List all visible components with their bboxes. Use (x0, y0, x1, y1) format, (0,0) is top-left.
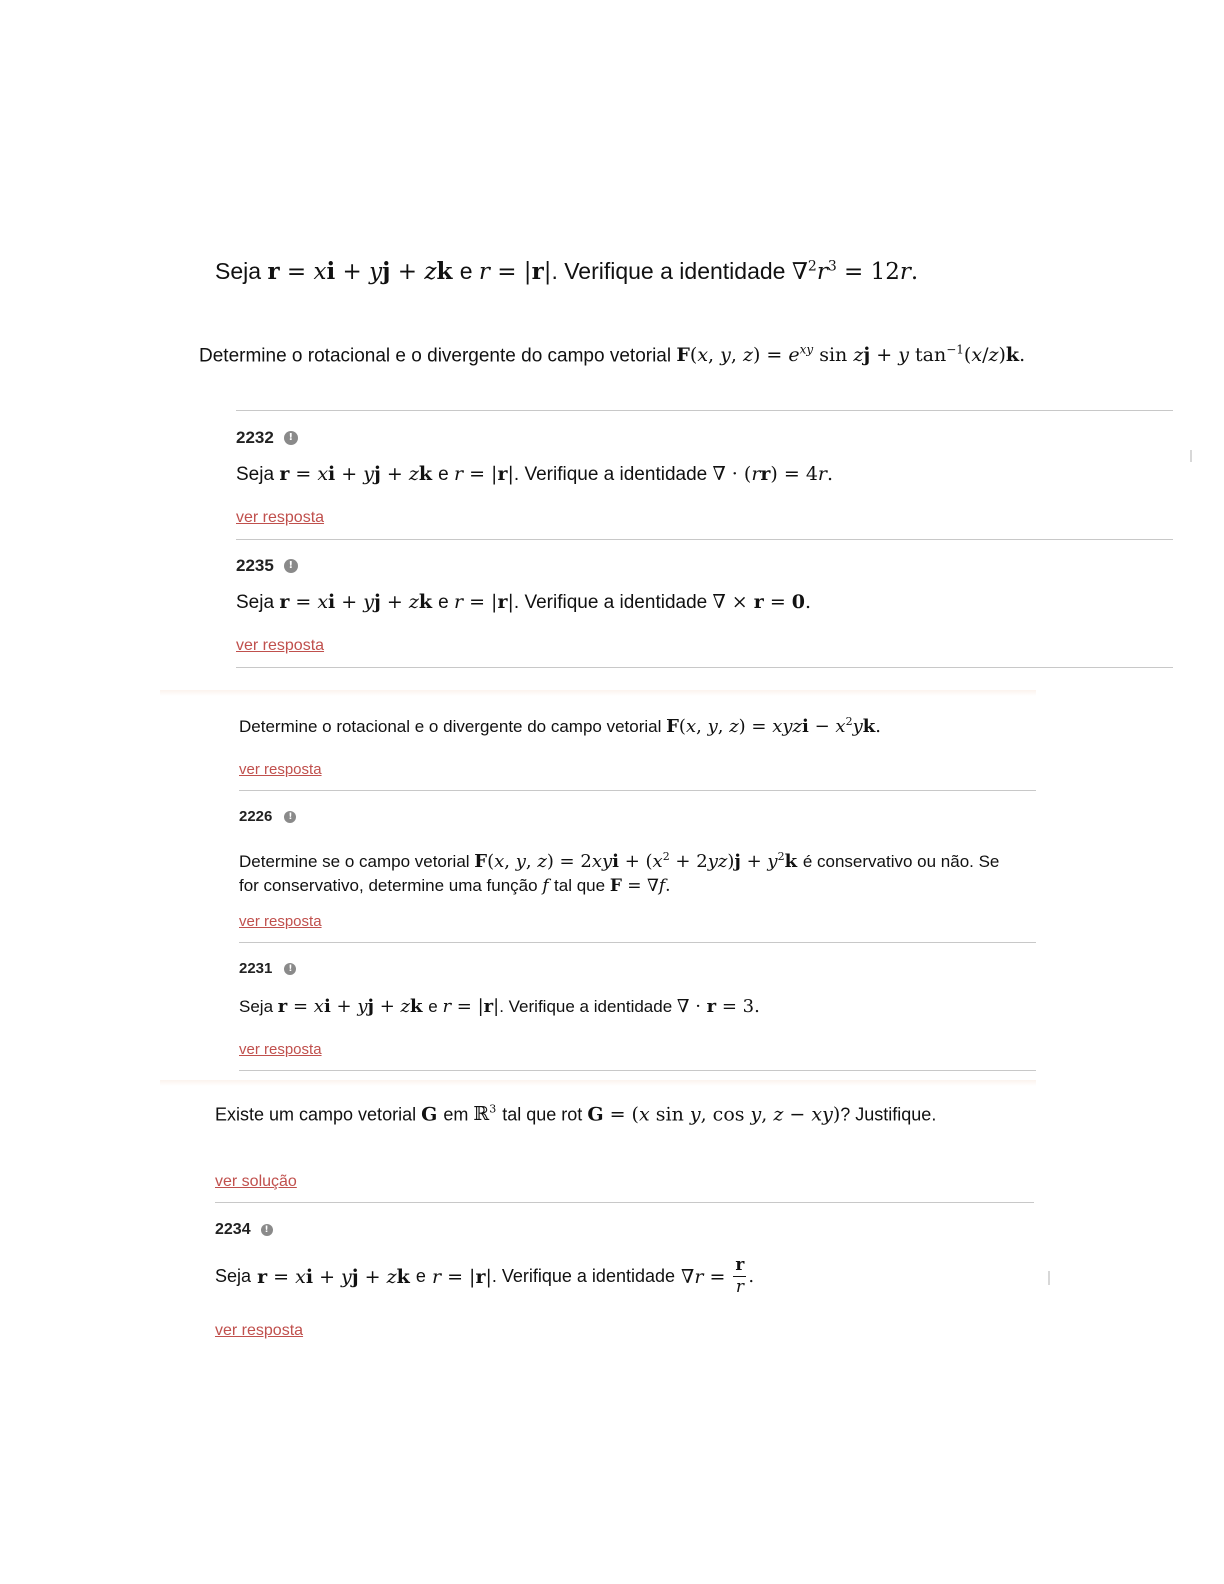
problem-2: Determine o rotacional e o divergente do campo vetorial F(x, y, $z) = e^{xy}$ sin zj + y $\tan^{-1}(x/z)k$. (199, 343, 1026, 367)
such-that-rot-label: tal que rot (502, 1104, 583, 1125)
problem-7: Seja r = xi + yj + zk e r = |r|. Verifique a identidade ∇ · r = 3. (239, 996, 760, 1017)
problem-number: 2231 (239, 960, 273, 977)
justify-label: ? Justifique. (840, 1104, 937, 1125)
verify-label: Verifique a identidade (524, 464, 708, 485)
verify-label: Verifique a identidade (524, 592, 708, 613)
section-shadow (160, 690, 1036, 696)
divider (236, 539, 1173, 540)
verify-label: Verifique a identidade (501, 1266, 676, 1286)
problem-5: Determine o rotacional e o divergente do campo vetorial F(x, y, z) = xyzi − $x^2yk$. (239, 715, 881, 737)
problem-5-text: Determine o rotacional e o divergente do campo vetorial (239, 717, 662, 736)
problem-4-text: Seja (236, 592, 275, 613)
conj-e: e (438, 592, 449, 613)
problem-4-number (236, 556, 298, 576)
verify-label: Verifique a identidade (508, 997, 673, 1016)
problem-3-text: Seja (236, 464, 275, 485)
problem-6: Determine se o campo vetorial F(x, y, $z) = 2xyi + (x^2 + 2yz)j + y^2k$ é conservativo ou não. Se for conservativo, determine uma função f tal que F = ∇f. (239, 850, 1000, 896)
problem-6-text-cont: é conservativo ou não. Se (802, 852, 1000, 871)
conj-e: e (459, 258, 473, 284)
problem-6-number (239, 808, 296, 825)
scroll-mark (1190, 450, 1192, 462)
such-that-label: tal que (554, 876, 606, 895)
problem-6-text-line2: for conservativo, determine uma função (239, 876, 538, 895)
problem-1-text: Seja (215, 258, 262, 284)
problem-3-number (236, 428, 298, 448)
divider (236, 410, 1173, 411)
divider (215, 1202, 1034, 1203)
problem-6-text: Determine se o campo vetorial (239, 852, 470, 871)
problem-7-number (239, 960, 296, 977)
problem-8: Existe um campo vetorial G em ℝ$^3$ tal que rot G = (x sin y, cos y, z − xy)? Justifique. (215, 1103, 937, 1126)
in-label: em (443, 1104, 469, 1125)
problem-4: Seja r = xi + yj + zk e r = |r|. Verifique a identidade ∇ × r = 0. (236, 591, 812, 613)
view-solution-link[interactable]: ver solução (215, 1173, 297, 1190)
scroll-mark (1048, 1271, 1050, 1285)
section-shadow (160, 1080, 1036, 1086)
problem-number: 2232 (236, 428, 274, 447)
info-icon[interactable]: ! (284, 559, 298, 573)
info-icon[interactable]: ! (261, 1224, 273, 1236)
info-icon[interactable]: ! (284, 811, 296, 823)
divider (239, 1070, 1036, 1071)
view-answer-link[interactable]: ver resposta (239, 761, 322, 778)
problem-8-text: Existe um campo vetorial (215, 1104, 417, 1125)
problem-9: Seja r = xi + yj + zk e r = |r| . Verifique a identidade ∇r = $\frac{r}{r}$ . (215, 1255, 755, 1297)
problem-3: Seja r = xi + yj + zk e r = |r|. Verifique a identidade ∇ · (rr) = 4r. (236, 463, 834, 485)
problem-1: Seja r = xi + yj + zk e r = |r|. Verifique a identidade $\nabla^2r^3 = 12r$. (215, 258, 919, 285)
problem-2-text: Determine o rotacional e o divergente do campo vetorial (199, 345, 672, 367)
problem-9-number (215, 1221, 273, 1239)
verify-label: Verifique a identidade (564, 258, 786, 284)
view-answer-link[interactable]: ver resposta (239, 913, 322, 930)
view-answer-link[interactable]: ver resposta (236, 509, 325, 526)
problem-number: 2226 (239, 808, 273, 825)
view-answer-link[interactable]: ver resposta (236, 637, 325, 654)
view-answer-link[interactable]: ver resposta (215, 1322, 304, 1339)
conj-e: e (415, 1266, 426, 1286)
divider (239, 790, 1036, 791)
view-answer-link[interactable]: ver resposta (239, 1041, 322, 1058)
info-icon[interactable]: ! (284, 431, 298, 445)
problem-number: 2234 (215, 1221, 251, 1238)
conj-e: e (438, 464, 449, 485)
problem-9-text: Seja (215, 1266, 252, 1286)
divider (236, 667, 1173, 668)
problem-number: 2235 (236, 556, 274, 575)
divider (239, 942, 1036, 943)
problem-7-text: Seja (239, 997, 274, 1016)
info-icon[interactable]: ! (284, 963, 296, 975)
conj-e: e (428, 997, 438, 1016)
